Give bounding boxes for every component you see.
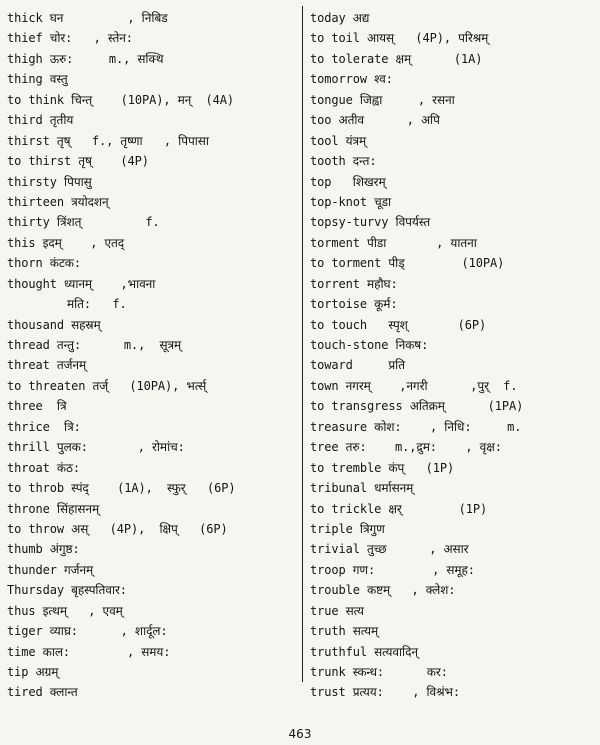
dictionary-entry: to think चिन्त् (10PA), मन् (4A) (7, 92, 234, 107)
dictionary-entry: thunder गर्जनम् (7, 562, 94, 577)
dictionary-entry: to transgress अतिक्रम् (1PA) (310, 399, 524, 414)
dictionary-entry: thousand सहस्रम् (7, 317, 101, 332)
dictionary-entry: tortoise कूर्म: (310, 297, 398, 312)
dictionary-entry: thorn कंटक: (7, 256, 82, 271)
dictionary-entry: trivial तुच्छ , असार (310, 542, 469, 557)
dictionary-entry: this इदम् , एतद् (7, 235, 125, 250)
dictionary-entry: torrent महौघ: (310, 276, 398, 291)
dictionary-entry: tongue जिह्वा , रसना (310, 92, 455, 107)
dictionary-entry: top-knot चूडा (310, 194, 392, 209)
dictionary-entry: throne सिंहासनम् (7, 501, 100, 516)
dictionary-entry: to toil आयस् (4P), परिश्रम् (310, 31, 489, 46)
dictionary-entry: to trickle क्षर् (1P) (310, 501, 488, 516)
dictionary-entry: three त्रि (7, 399, 67, 414)
left-column (7, 8, 297, 703)
dictionary-entry: Thursday बृहस्पतिवार: (7, 583, 127, 598)
dictionary-entry: trunk स्कन्ध: कर: (310, 665, 448, 679)
dictionary-entry: thick घन , निबिड (7, 11, 168, 25)
dictionary-entry: thigh ऊरु: m., सक्थि (7, 51, 164, 66)
dictionary-entry: thought ध्यानम् ,भावना (7, 276, 156, 291)
dictionary-entry: truth सत्यम् (310, 624, 379, 639)
dictionary-entry: time काल: , समय: (7, 644, 171, 659)
dictionary-entry: to tolerate क्षम् (1A) (310, 51, 483, 66)
dictionary-entry: troop गण: , समूह: (310, 562, 475, 577)
dictionary-entry: threat तर्जनम् (7, 358, 87, 373)
dictionary-entry: tool यंत्रम् (310, 133, 367, 148)
dictionary-entry: tomorrow श्व: (310, 72, 393, 87)
dictionary-entry: to torment पीड् (10PA) (310, 256, 505, 271)
page-number: 463 (288, 727, 312, 741)
dictionary-entry: thrill पुलक: , रोमांच: (7, 440, 185, 455)
dictionary-entry: town नगरम् ,नगरी ,पुर् f. (310, 378, 518, 393)
dictionary-entry: toward प्रति (310, 358, 405, 373)
dictionary-entry: thus इत्थम् , एवम् (7, 603, 123, 618)
dictionary-entry: torment पीडा , यातना (310, 235, 477, 250)
dictionary-entry: thread तन्तु: m., सूत्रम् (7, 338, 182, 352)
dictionary-entry: touch-stone निकष: (310, 338, 429, 352)
dictionary-entry: treasure कोश: , निधि: m. (310, 419, 522, 434)
dictionary-entry: throat कंठ: (7, 460, 80, 475)
dictionary-entry: tooth दन्त: (310, 154, 377, 169)
dictionary-entry: thirst तृष् f., तृष्णा , पिपासा (7, 133, 209, 148)
dictionary-entry: third तृतीय (7, 113, 74, 128)
dictionary-entry: thief चोर: , स्तेन: (7, 31, 133, 46)
dictionary-entry: too अतीव , अपि (310, 113, 440, 128)
right-column (310, 8, 594, 703)
dictionary-entry: thrice त्रि: (7, 419, 81, 434)
dictionary-entry: triple त्रिगुण (310, 521, 385, 536)
dictionary-entry: thirteen त्रयोदशन् (7, 194, 109, 209)
dictionary-entry: truthful सत्यवादिन् (310, 644, 418, 659)
dictionary-entry: tired क्लान्त (7, 685, 78, 700)
dictionary-entry: tree तरु: m.,द्रुम: , वृक्ष: (310, 440, 502, 455)
dictionary-entry: topsy-turvy विपर्यस्त (310, 215, 431, 230)
dictionary-entry: trust प्रत्यय: , विश्रंभ: (310, 685, 460, 700)
dictionary-entry: to tremble कंप् (1P) (310, 460, 455, 475)
dictionary-entry: today अद्य (310, 11, 370, 25)
dictionary-entry: thirsty पिपासु (7, 174, 92, 189)
dictionary-entry: to threaten तर्ज् (10PA), भर्त्स् (7, 378, 207, 393)
dictionary-entry: to touch स्पृश् (6P) (310, 317, 487, 332)
dictionary-entry: thirty त्रिंशत् f. (7, 215, 160, 230)
dictionary-entry: true सत्य (310, 603, 364, 618)
dictionary-entry: trouble कष्टम् , क्लेश: (310, 583, 456, 598)
dictionary-entry: tribunal धर्मासनम् (310, 481, 414, 496)
dictionary-entry: top शिखरम् (310, 174, 386, 189)
dictionary-entry: thing वस्तु (7, 72, 68, 87)
dictionary-entry: tip अग्रम् (7, 665, 59, 679)
dictionary-entry: thumb अंगुष्ठ: (7, 542, 80, 557)
dictionary-entry: मति: f. (67, 297, 127, 312)
column-divider (302, 6, 303, 682)
dictionary-entry: tiger व्याघ्र: , शार्दूल: (7, 624, 168, 639)
dictionary-entry: to thirst तृष् (4P) (7, 154, 149, 169)
dictionary-entry: to throw अस् (4P), क्षिप् (6P) (7, 521, 228, 536)
dictionary-entry: to throb स्पंद् (1A), स्फुर् (6P) (7, 481, 236, 496)
